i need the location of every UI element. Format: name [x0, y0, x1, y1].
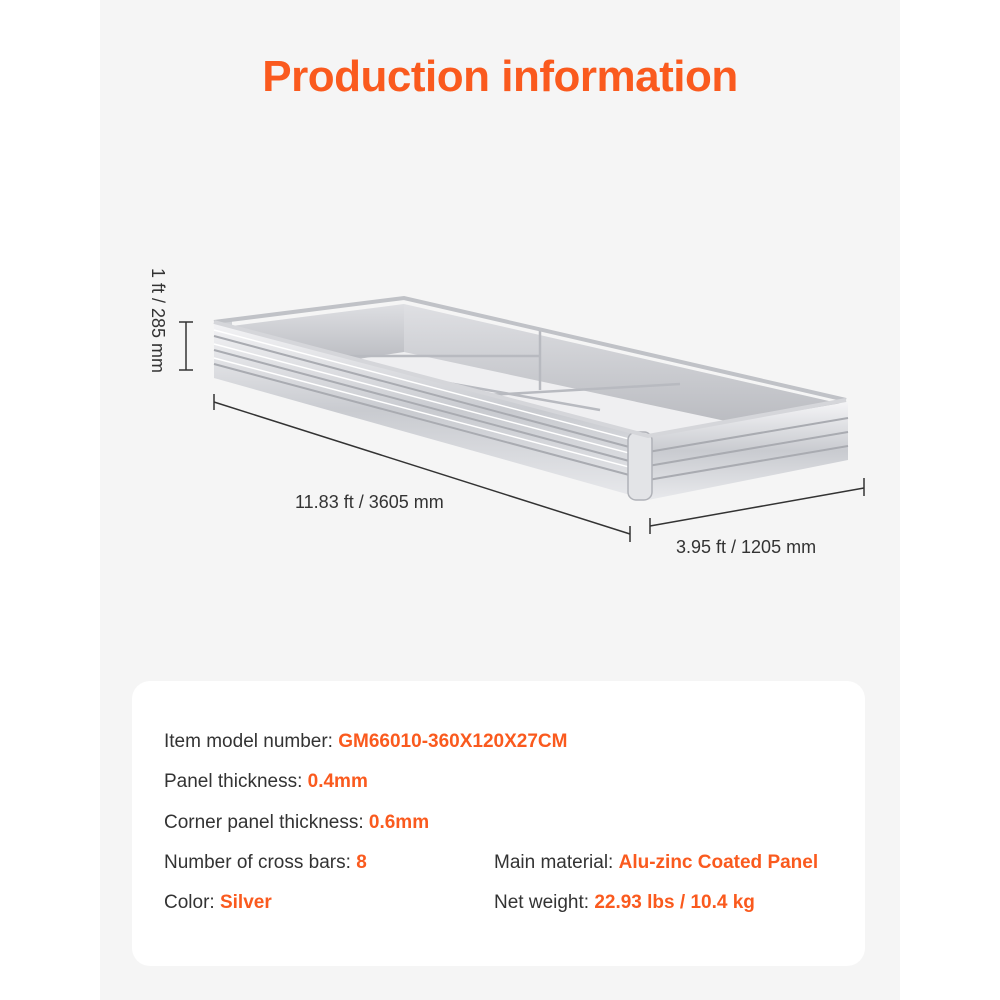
spec-panel-thickness-value: 0.4mm	[307, 771, 368, 792]
spec-cross-bars-label: Number of cross bars:	[164, 852, 351, 873]
length-dimension-label: 11.83 ft / 3605 mm	[295, 492, 444, 512]
width-dimension-label: 3.95 ft / 1205 mm	[676, 537, 817, 557]
spec-weight	[494, 892, 755, 914]
spec-color-label: Color:	[164, 892, 215, 913]
spec-panel-thickness-label: Panel thickness:	[164, 771, 303, 792]
spec-corner-thickness	[164, 812, 429, 834]
spec-weight-label: Net weight:	[494, 892, 590, 913]
spec-corner-thickness-value: 0.6mm	[368, 812, 430, 833]
spec-model-value: GM66010-360X120X27CM	[338, 731, 568, 752]
spec-color	[164, 892, 272, 914]
spec-model	[164, 731, 567, 753]
spec-material	[494, 852, 818, 874]
spec-model-label: Item model number:	[164, 731, 333, 752]
spec-cross-bars	[164, 852, 367, 874]
spec-cross-bars-value: 8	[356, 852, 367, 873]
corner-post	[628, 432, 652, 500]
spec-weight-value: 22.93 lbs / 10.4 kg	[594, 892, 755, 913]
spec-material-value: Alu-zinc Coated Panel	[618, 852, 819, 873]
spec-panel-thickness	[164, 771, 368, 793]
height-dimension-label: 1 ft / 285 mm	[148, 268, 168, 374]
spec-color-value: Silver	[219, 892, 272, 913]
page-title: Production information	[262, 52, 738, 101]
spec-material-label: Main material:	[494, 852, 614, 873]
spec-corner-thickness-label: Corner panel thickness:	[164, 812, 364, 833]
